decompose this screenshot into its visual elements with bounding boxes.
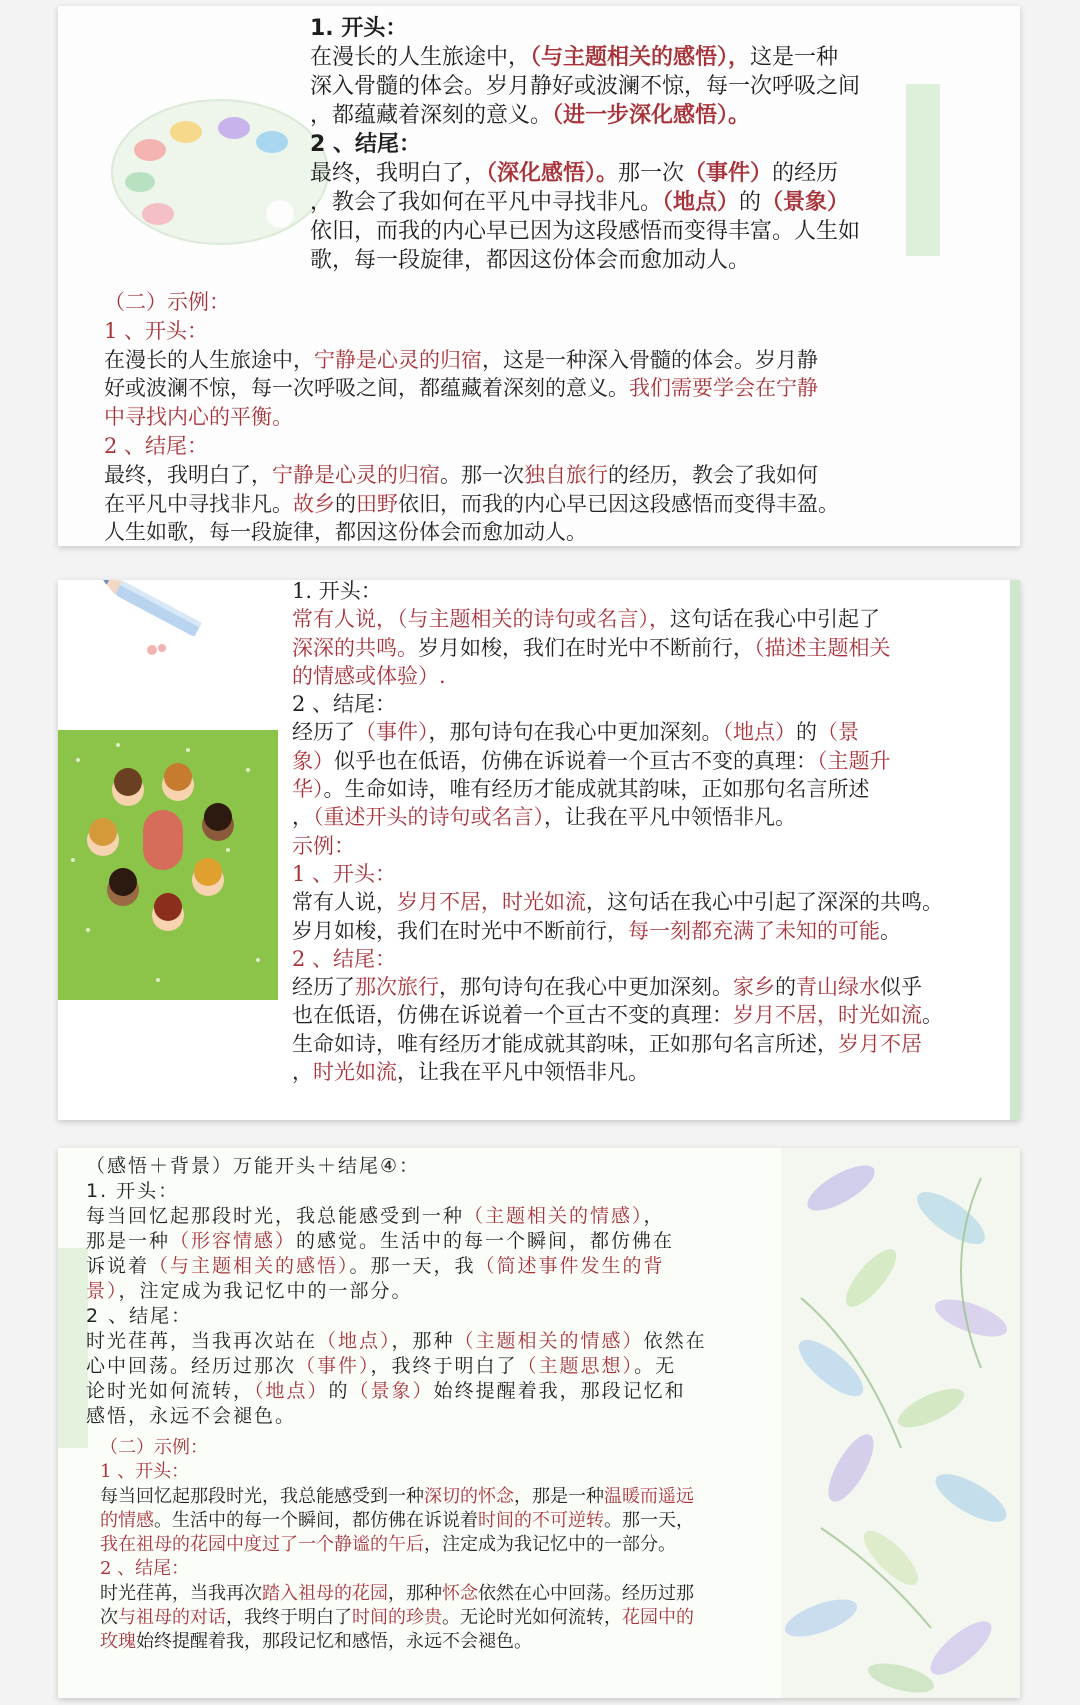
text-line [100,1557,820,1581]
highlight-text: 的情感或体验）. [292,663,446,688]
body-text: 。那一次 [440,462,524,487]
template-opening-ending-1 [310,14,975,275]
body-text: 论时光如何流转， [86,1380,255,1402]
highlight-text: 深深的共鸣。 [292,635,418,660]
highlight-text: 象） [292,748,334,773]
highlight-text: 时光如流 [313,1060,397,1085]
highlight-text: （主题相关的情感） [464,1205,644,1227]
body-text: 经历了 [292,975,355,1000]
text-line [86,1354,806,1379]
body-text: 。生命如诗，唯有经历才能成就其韵味，正如那句名言所述 [323,777,870,802]
card-template-1 [58,6,1020,546]
text-line [292,747,1012,775]
body-text: 每当回忆起那段时光，我总能感受到一种 [86,1205,465,1227]
body-text: 的经历，教会了我如何 [608,462,818,487]
text-line [86,1204,806,1229]
highlight-text: 宁静是心灵的归宿 [272,462,440,487]
text-line [100,1606,820,1630]
body-text: 在平凡中寻找非凡。 [104,491,293,516]
highlight-text: 2 、结尾： [292,946,397,971]
highlight-text: 1 、开头： [292,861,397,886]
text-line [104,317,984,346]
highlight-text: 与祖母的对话 [118,1607,226,1629]
highlight-text: 温暖而遥远 [604,1485,694,1507]
body-text: 也在低语，仿佛在诉说着一个亘古不变的真理： [292,1003,733,1028]
highlight-text: （二）示例： [104,290,230,314]
body-text: 依然在心中回荡。经历过那 [478,1582,694,1604]
body-text: 2 、结尾： [292,692,397,717]
text-line [292,1030,1012,1058]
text-line [292,860,1012,888]
text-line [86,1279,806,1304]
text-line [86,1179,806,1204]
highlight-text: （地点） [317,1330,392,1352]
text-line [292,580,1012,605]
body-text: 。那一天，我 [349,1255,476,1277]
body-text: 深入骨髓的体会。岁月静好或波澜不惊，每一次呼吸之间 [310,74,861,99]
text-line [104,461,984,490]
highlight-text: 花园中的 [622,1607,694,1629]
highlight-text: 那次旅行 [355,975,439,1000]
text-line [104,346,984,375]
body-text: 岁月如梭，我们在时光中不断前行， [292,918,628,943]
body-text: ，我终于明白了 [370,1355,518,1377]
highlight-text: （与主题相关的感悟）， [530,45,751,70]
highlight-text: 2 、结尾： [104,433,209,458]
highlight-text: 岁月不居 [838,1031,922,1056]
text-line [104,432,984,461]
highlight-text: （景象） [761,190,850,215]
text-line [310,130,975,159]
highlight-text: 时间的不可逆转 [478,1509,604,1531]
text-line [86,1379,806,1404]
highlight-text: 的情感 [100,1509,154,1531]
body-text: 歌，每一段旋律，都因这份体会而愈加动人。 [310,248,751,273]
children-on-grass-image [58,730,278,1000]
highlight-text: （景象） [349,1380,434,1402]
highlight-text: （形容情感） [170,1230,297,1252]
highlight-text: （深化感悟）。 [486,161,619,186]
body-text: ，那句诗句在我心中更加深刻。 [439,975,733,1000]
body-text: ，让我在平凡中领悟非凡。 [544,805,796,830]
body-text: 人生如歌，每一段旋律，都因这份体会而愈加动人。 [104,520,587,545]
heading-text: 2 、结尾： [310,132,421,157]
highlight-text: 岁月不居，时光如流 [733,1003,922,1028]
body-text: ，那种 [391,1330,455,1352]
highlight-text: （事件） [684,161,773,186]
highlight-text: 示例： [292,833,355,858]
highlight-text: （二）示例： [100,1437,208,1458]
text-line [292,1001,1012,1029]
body-text: ，那是一种 [514,1485,604,1507]
body-text: 似乎 [880,975,922,1000]
body-text: 在漫长的人生旅途中， [104,347,314,372]
body-text: 感悟，永远不会褪色。 [86,1405,297,1427]
body-text: 的 [775,975,796,1000]
template-opening-ending-4 [86,1154,806,1429]
highlight-text: （主题相关的情感） [454,1330,644,1352]
highlight-text: 华） [292,777,324,802]
body-text: ，让我在平凡中领悟非凡。 [397,1060,649,1085]
body-text: 时光荏苒，当我再次 [100,1582,262,1604]
body-text: 。 [922,1003,943,1028]
text-line [292,888,1012,916]
card-template-2 [58,580,1020,1120]
text-line [104,288,984,317]
body-text: 诉说着 [86,1255,150,1277]
example-section-1 [104,288,984,546]
text-line [104,518,984,546]
text-line [292,718,1012,746]
body-text: ，这是一种深入骨髓的体会。岁月静 [482,347,818,372]
crayon-icon [82,580,232,660]
text-line [310,43,975,72]
body-text: 依然在 [643,1330,707,1352]
body-text: ， [643,1205,665,1227]
text-line [104,374,984,403]
body-text: 依旧，而我的内心早已因为这段感悟而变得丰富。人生如 [310,219,861,244]
text-line [292,945,1012,973]
body-text: 的感觉。生活中的每一个瞬间，都仿佛在 [296,1230,675,1252]
highlight-text: 青山绿水 [796,975,880,1000]
highlight-text: 宁静是心灵的归宿 [314,347,482,372]
highlight-text: 中寻找内心的平衡。 [104,405,293,430]
body-text: 最终，我明白了， [104,462,272,487]
body-text: 1. 开头： [86,1180,180,1202]
text-line [292,973,1012,1001]
highlight-text: 怀念 [442,1582,478,1604]
text-line [86,1304,806,1329]
body-text: 的 [796,720,817,745]
body-text: 的 [328,1380,350,1402]
text-line [100,1485,820,1509]
highlight-text: 2 、结尾： [100,1558,190,1580]
body-text: 的 [335,491,356,516]
body-text: ，注定成为我记忆中的一部分。 [118,1280,413,1302]
body-text: 的 [739,190,762,215]
body-text: 心中回荡。经历过那次 [86,1355,297,1377]
example-section-4 [100,1436,820,1655]
body-text: 始终提醒着我，那段记忆和 [433,1380,686,1402]
highlight-text: 家乡 [733,975,775,1000]
body-text: ，注定成为我记忆中的一部分。 [424,1534,676,1556]
text-line [292,803,1012,831]
body-text: 时光荏苒，当我再次站在 [86,1330,318,1352]
highlight-text: （主题思想） [517,1355,635,1377]
body-text: 。无 [634,1355,677,1377]
highlight-text: （地点） [662,190,740,215]
body-text: ，那句诗句在我心中更加深刻。 [428,720,723,745]
text-line [100,1460,820,1484]
highlight-text: 岁月不居，时光如流 [397,890,586,915]
body-text: 。 [880,918,901,943]
paint-palette-image [110,94,340,254]
body-text: 那是一种 [86,1230,171,1252]
text-line [292,634,1012,662]
card-template-3 [58,1148,1020,1698]
text-line [310,72,975,101]
body-text: ，我终于明白了 [226,1607,352,1629]
highlight-text: 故乡 [293,491,335,516]
highlight-text: 独自旅行 [524,462,608,487]
text-line [310,14,975,43]
body-text: ， [292,805,313,830]
body-text: 2 、结尾： [86,1305,193,1327]
text-line [310,159,975,188]
highlight-text: 我在祖母的花园中度过了一个静谧的午后 [100,1534,424,1556]
highlight-text: 踏入祖母的花园 [262,1582,388,1604]
body-text: 始终提醒着我，那段记忆和感悟，永远不会褪色。 [136,1631,532,1653]
text-line [100,1582,820,1606]
highlight-text: （简述事件发生的背 [475,1255,665,1277]
highlight-text: （进一步深化感悟）。 [552,103,751,128]
body-text: （感悟＋背景）万能开头＋结尾④： [86,1155,421,1177]
text-line [292,1058,1012,1086]
text-line [292,917,1012,945]
text-line [100,1533,820,1557]
body-text: 每当回忆起那段时光，我总能感受到一种 [100,1485,424,1507]
body-text: 经历了 [292,720,355,745]
body-text: 岁月如梭，我们在时光中不断前行， [418,635,754,660]
text-line [292,775,1012,803]
highlight-text: 1 、开头： [104,318,209,343]
text-line [292,690,1012,718]
highlight-text: （主题升 [817,748,891,773]
body-text: 最终，我明白了， [310,161,487,186]
text-line [100,1509,820,1533]
text-line [86,1254,806,1279]
highlight-text: 时间的珍贵 [352,1607,442,1629]
body-text: 次 [100,1607,118,1629]
text-line [292,832,1012,860]
text-line [310,246,975,275]
text-line [100,1436,820,1460]
text-line [86,1404,806,1429]
body-text: ，教会了我如何在平凡中寻找非凡。 [310,190,663,215]
highlight-text: 深切的怀念 [424,1485,514,1507]
highlight-text: （重述开头的诗句或名言） [313,805,544,830]
body-text: 的经历 [772,161,839,186]
body-text: 好或波澜不惊，每一次呼吸之间，都蕴藏着深刻的意义。 [104,376,629,401]
text-line [310,101,975,130]
body-text: 似乎也在低语，仿佛在诉说着一个亘古不变的真理： [334,748,817,773]
text-line [310,217,975,246]
highlight-text: 每一刻都充满了未知的可能 [628,918,880,943]
template-opening-ending-2 [292,580,1012,1086]
highlight-text: （地点） [722,720,796,745]
decor-bar [58,1248,88,1448]
body-text: 1. 开头： [292,580,382,603]
text-line [86,1329,806,1354]
highlight-text: 1 、开头： [100,1461,190,1483]
body-text: 这是一种 [750,45,839,70]
body-text: ，都蕴藏着深刻的意义。 [310,103,553,128]
body-text: 常有人说， [292,890,397,915]
highlight-text: 常有人说，（与主题相关的诗句或名言）， [292,607,670,632]
body-text: 依旧，而我的内心早已因这段感悟而变得丰盈。 [398,491,839,516]
body-text: 。那一天， [604,1509,694,1531]
body-text: 。无论时光如何流转， [442,1607,622,1629]
body-text: 这句话在我心中引起了 [670,607,880,632]
body-text: 在漫长的人生旅途中， [310,45,531,70]
highlight-text: （事件） [296,1355,371,1377]
body-text: ，这句话在我心中引起了深深的共鸣。 [586,890,943,915]
heading-text: 1. 开头： [310,16,408,41]
text-line [104,490,984,519]
text-line [310,188,975,217]
text-line [104,403,984,432]
highlight-text: （事件） [355,720,429,745]
highlight-text: （与主题相关的感悟） [149,1255,350,1277]
body-text: 生命如诗，唯有经历才能成就其韵味，正如那句名言所述， [292,1031,838,1056]
body-text: 。生活中的每一个瞬间，都仿佛在诉说着 [154,1509,478,1531]
highlight-text: 我们需要学会在宁静 [629,376,818,401]
highlight-text: （地点） [254,1380,329,1402]
body-text: ，那种 [388,1582,442,1604]
text-line [292,662,1012,690]
text-line [86,1229,806,1254]
text-line [292,605,1012,633]
highlight-text: （描述主题相关 [754,635,891,660]
highlight-text: 田野 [356,491,398,516]
highlight-text: 玫瑰 [100,1631,136,1653]
body-text: 那一次 [618,161,685,186]
body-text: ， [292,1060,313,1085]
highlight-text: （景 [817,720,859,745]
highlight-text: 景） [86,1280,119,1302]
text-line [86,1154,806,1179]
text-line [100,1630,820,1654]
